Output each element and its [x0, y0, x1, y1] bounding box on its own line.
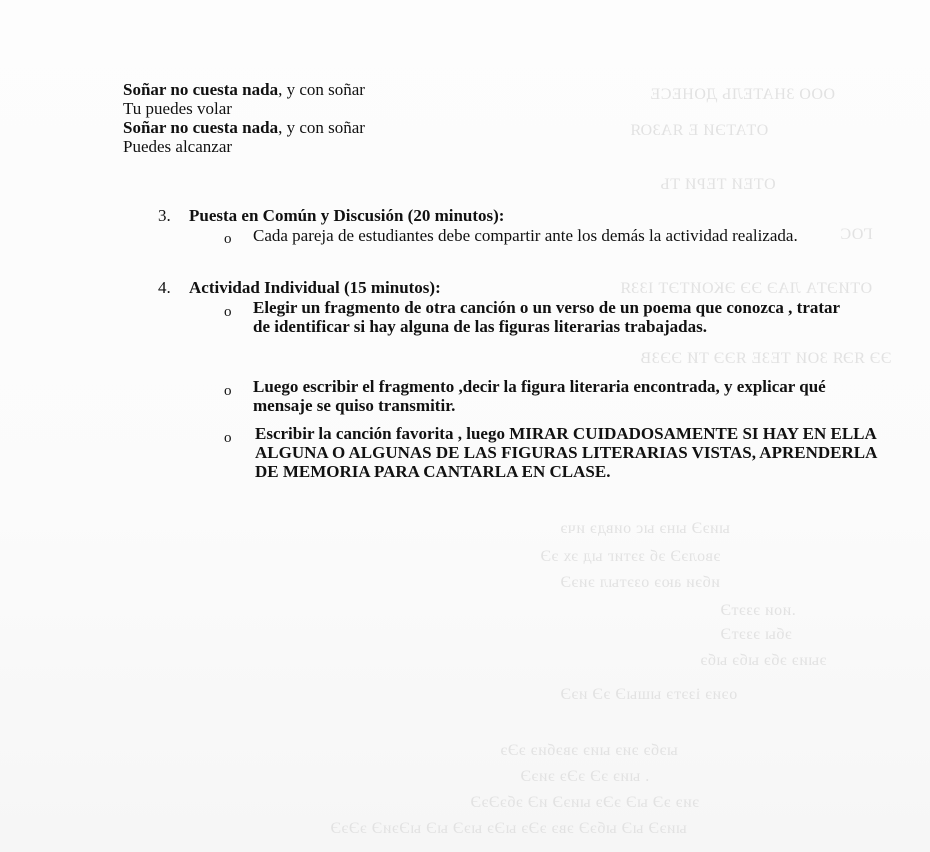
bleed-through-text: ОТИЭТА ЛАЭ ЭЭ ЭКОИТЭТ ІЗЗЯ — [620, 280, 873, 297]
bleed-through-text: ООО ЗНАТЕЛЬ ДОНЕСЕ — [650, 86, 835, 103]
list-item: Elegir un fragmento de otra canción o un verso de un poema que conozca , tratar de identificar si hay alguna de las figuras literarias trabajadas. — [253, 298, 840, 336]
bullet-marker: o — [224, 304, 232, 320]
list-item: Cada pareja de estudiantes debe compartir ante los demás la actividad realizada. — [253, 226, 798, 245]
bullet-marker: o — [224, 383, 232, 399]
bullet-marker: o — [224, 430, 232, 446]
section-number: 4. — [158, 278, 171, 297]
lyric-line: Puedes alcanzar — [123, 137, 233, 156]
lyric-line: Soñar no cuesta nada, y con soñar — [123, 80, 365, 99]
section-title: Puesta en Común y Discusión (20 minutos): — [189, 206, 505, 225]
bleed-through-text: ыиэЭ ыЭ ыбэЭ эвэ эЭэ ыЭэ ыэЭ ыЭ ыЭэиЭ эЭэЭ — [330, 820, 687, 837]
list-item: Escribir la canción favorita , luego MIRAR CUIDADOSAMENTE SI HAY EN ELLA ALGUNA O ALGUNAS DE LAS FIGURAS LITERARIAS VISTAS, APRENDERLA DE MEMORIA PARA CANTARLA EN CLASE. — [255, 424, 877, 481]
bleed-through-text: .иои эзэтЭ — [720, 602, 796, 619]
lyric-line: Soñar no cuesta nada, y con soñar — [123, 118, 365, 137]
bleed-through-text: эыиэ эбэ ыбэ ыбэ — [700, 652, 827, 669]
bleed-through-text: эволэЭ эб зэтиг ыд эх эЭ — [540, 548, 721, 565]
bleed-through-text: ОТЕИ ТЕРИ ТЬ — [660, 176, 776, 193]
bleed-through-text: ОТАТЭИ Е ЯАЗОЯ — [630, 122, 769, 139]
bleed-through-text: ибэи аюэ озэтыл эиэЭ — [560, 574, 720, 591]
bleed-through-text: эиэ эЭ ыЭ эЭэ ыиэЭ иЭ эбэЭэЭ — [470, 794, 700, 811]
bleed-through-text: ГОС — [840, 226, 873, 243]
lyric-line: Tu puedes volar — [123, 99, 232, 118]
section-number: 3. — [158, 206, 171, 225]
list-item: Luego escribir el fragmento ,decir la figura literaria encontrada, y explicar qué mensaje se quiso transmitir. — [253, 377, 826, 415]
bleed-through-text: оэиэ ізэтэ ышыЭ эЭ иэЭ — [560, 686, 738, 703]
bleed-through-text: ыэбэ эиэ ыиэ эвэбиэ эЭэ — [500, 742, 678, 759]
section-title: Actividad Individual (15 minutos): — [189, 278, 441, 297]
bleed-through-text: ЭЭ ЯЭЯ ЗОИ ТЕЗЕ ЯЭЭ ТИ ЭЭЗВ — [640, 350, 892, 367]
song-lyrics — [123, 80, 365, 156]
bleed-through-text: эбы эзэтЭ — [720, 626, 792, 643]
bleed-through-text: . ыиэ эЭ эЭэ эиэЭ — [520, 768, 650, 785]
bullet-marker: o — [224, 231, 232, 247]
bleed-through-text: ыиэЭ ынэ ыс оивдэ ичэ — [560, 520, 730, 537]
